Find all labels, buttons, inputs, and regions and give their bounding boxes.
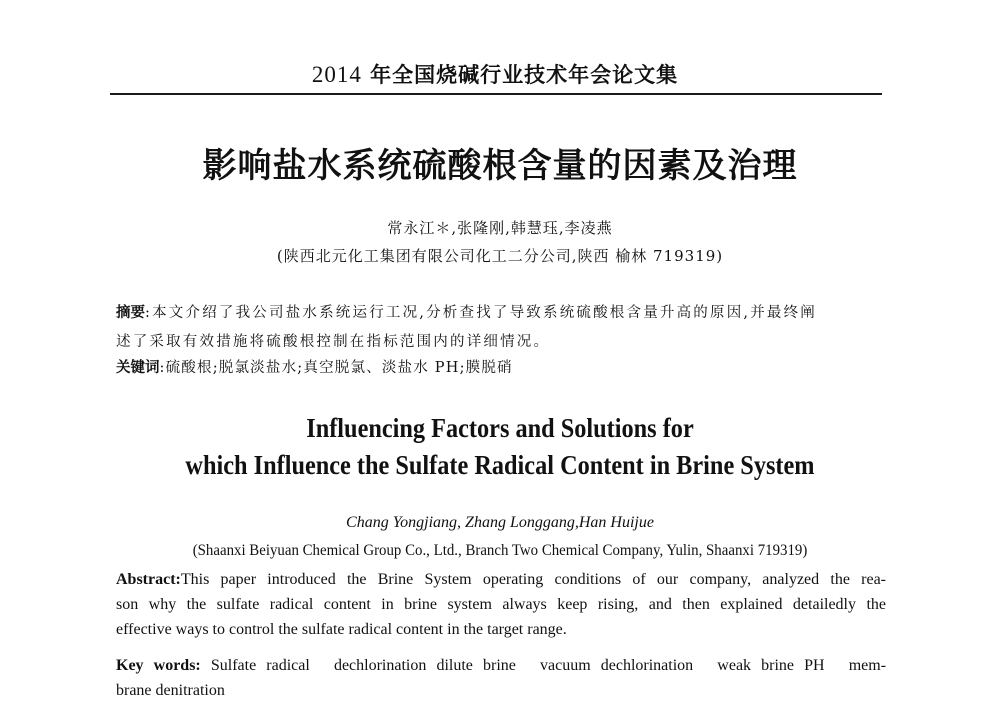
english-abstract-line [116, 567, 886, 592]
chinese-keywords [116, 357, 884, 379]
english-keyword: mem- [848, 657, 887, 674]
header-rule [110, 93, 882, 95]
chinese-keywords-label: 关键词 [116, 360, 160, 376]
english-title [50, 410, 950, 484]
running-header [110, 62, 880, 88]
english-keyword-continuation: brane denitration [116, 682, 225, 699]
english-keyword: dechlorination dilute brine [333, 657, 516, 674]
english-abstract-line [116, 617, 886, 642]
english-keyword: vacuum dechlorination [540, 657, 694, 674]
running-header-year: 2014 [311, 62, 362, 87]
english-keywords-line [116, 653, 886, 678]
english-abstract-label: Abstract: [116, 571, 181, 588]
english-keyword: weak brine PH [717, 657, 825, 674]
english-abstract-line-3: effective ways to control the sulfate radical content in the target range. [116, 621, 567, 638]
running-header-title: 年全国烧碱行业技术年会论文集 [370, 62, 679, 87]
english-abstract [116, 567, 886, 642]
english-keywords-label: Key words: [116, 657, 201, 674]
chinese-abstract-label: 摘要 [116, 305, 145, 321]
english-affiliation: (Shaanxi Beiyuan Chemical Group Co., Ltd., Branch Two Chemical Company, Yulin, Shaanxi 719319) [192, 542, 808, 559]
english-keywords [116, 653, 886, 703]
chinese-abstract [116, 299, 884, 357]
chinese-authors: 常永江＊,张隆刚,韩慧珏,李凌燕 [387, 219, 613, 237]
chinese-affiliation: (陕西北元化工集团有限公司化工二分公司,陕西 榆林 719319) [276, 247, 724, 265]
english-authors: Chang Yongjiang, Zhang Longgang,Han Huijue [346, 514, 654, 531]
english-title-line-1: Influencing Factors and Solutions for [306, 413, 694, 443]
chinese-keywords-colon: : [159, 360, 166, 376]
english-abstract-line-1: This paper introduced the Brine System operating conditions of our company, analyzed the rea- [180, 571, 886, 588]
english-abstract-line-2: son why the sulfate radical content in brine system always keep rising, and then explained detailedly the [116, 596, 886, 613]
english-abstract-line [116, 592, 886, 617]
chinese-abstract-colon: : [145, 305, 153, 321]
english-keyword: Sulfate radical [210, 657, 310, 674]
chinese-keywords-text: 硫酸根;脱氯淡盐水;真空脱氯、淡盐水 PH;膜脱硝 [165, 360, 513, 376]
chinese-title: 影响盐水系统硫酸根含量的因素及治理 [202, 146, 798, 186]
english-title-line-2: which Influence the Sulfate Radical Content in Brine System [185, 450, 815, 480]
chinese-abstract-line-2: 述了采取有效措施将硫酸根控制在指标范围内的详细情况。 [116, 334, 551, 350]
chinese-abstract-line-1: 本文介绍了我公司盐水系统运行工况,分析查找了导致系统硫酸根含量升高的原因,并最终阐 [152, 305, 818, 321]
english-keywords-line [116, 678, 886, 703]
